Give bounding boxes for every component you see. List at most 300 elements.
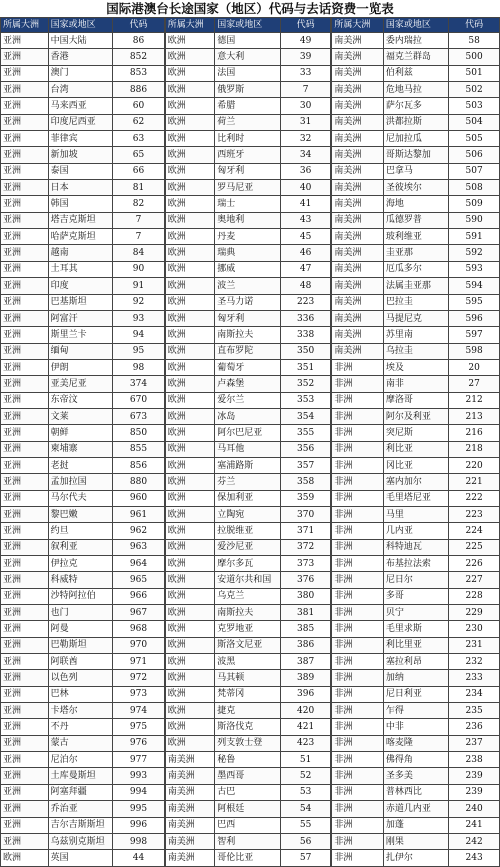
- table-row: [165, 703, 331, 719]
- table-row: [1, 408, 165, 424]
- table-row: [165, 784, 331, 800]
- table-row: [165, 833, 331, 849]
- continent-cell: 非洲: [332, 441, 384, 457]
- code-table-3: [331, 17, 500, 867]
- continent-cell: 南美洲: [332, 229, 384, 245]
- continent-cell: 南美洲: [332, 98, 384, 114]
- code-cell: 374: [113, 376, 164, 392]
- continent-cell: 欧洲: [165, 474, 215, 490]
- continent-cell: 南美洲: [165, 801, 215, 817]
- continent-cell: 欧洲: [165, 65, 215, 81]
- header-continent: 所属大洲: [165, 18, 215, 33]
- country-cell: 摩洛哥: [383, 392, 448, 408]
- table-row: [332, 833, 500, 849]
- continent-cell: 欧洲: [165, 539, 215, 555]
- table-row: [1, 229, 165, 245]
- continent-cell: 非洲: [332, 425, 384, 441]
- table-row: [1, 605, 165, 621]
- continent-cell: 亚洲: [1, 82, 49, 98]
- continent-cell: 南美洲: [165, 817, 215, 833]
- code-cell: 961: [113, 506, 164, 522]
- code-cell: 370: [280, 506, 331, 522]
- code-cell: 886: [113, 82, 164, 98]
- continent-cell: 欧洲: [165, 33, 215, 49]
- country-cell: 印度尼西亚: [48, 114, 113, 130]
- table-row: [165, 670, 331, 686]
- country-cell: 阿富汗: [48, 310, 113, 326]
- code-cell: 960: [113, 490, 164, 506]
- country-cell: 直布罗陀: [215, 343, 281, 359]
- continent-cell: 欧洲: [165, 637, 215, 653]
- country-cell: 哥斯达黎加: [383, 147, 448, 163]
- continent-cell: 亚洲: [1, 294, 49, 310]
- code-cell: 995: [113, 801, 164, 817]
- code-cell: 49: [280, 33, 331, 49]
- table-row: [165, 98, 331, 114]
- table-row: [1, 180, 165, 196]
- code-cell: 381: [280, 605, 331, 621]
- table-row: [165, 131, 331, 147]
- table-row: [165, 588, 331, 604]
- continent-cell: 非洲: [332, 637, 384, 653]
- country-cell: 文莱: [48, 408, 113, 424]
- table-row: [332, 212, 500, 228]
- table-row: [165, 719, 331, 735]
- code-cell: 594: [449, 278, 500, 294]
- country-cell: 马尔代夫: [48, 490, 113, 506]
- code-cell: 962: [113, 523, 164, 539]
- country-cell: 秘鲁: [215, 752, 281, 768]
- code-cell: 385: [280, 621, 331, 637]
- country-cell: 阿尔巴尼亚: [215, 425, 281, 441]
- country-cell: 卢森堡: [215, 376, 281, 392]
- country-cell: 安道尔共和国: [215, 572, 281, 588]
- code-cell: 996: [113, 817, 164, 833]
- code-cell: 238: [449, 752, 500, 768]
- code-cell: 234: [449, 686, 500, 702]
- continent-cell: 南美洲: [332, 343, 384, 359]
- header-country: 国家或地区: [383, 18, 448, 33]
- continent-cell: 非洲: [332, 359, 384, 375]
- table-row: [332, 229, 500, 245]
- code-cell: 967: [113, 605, 164, 621]
- continent-cell: 南美洲: [332, 327, 384, 343]
- code-cell: 503: [449, 98, 500, 114]
- code-cell: 968: [113, 621, 164, 637]
- country-cell: 奥地利: [215, 212, 281, 228]
- country-cell: 斯洛文尼亚: [215, 637, 281, 653]
- table-row: [1, 441, 165, 457]
- country-cell: 波兰: [215, 278, 281, 294]
- code-cell: 233: [449, 670, 500, 686]
- continent-cell: 亚洲: [1, 752, 49, 768]
- continent-cell: 南美洲: [332, 147, 384, 163]
- code-cell: 508: [449, 180, 500, 196]
- code-cell: 94: [113, 327, 164, 343]
- country-cell: 佛得角: [383, 752, 448, 768]
- continent-cell: 非洲: [332, 523, 384, 539]
- code-cell: 82: [113, 196, 164, 212]
- code-cell: 591: [449, 229, 500, 245]
- table-row: [165, 506, 331, 522]
- table-row: [332, 605, 500, 621]
- code-cell: 420: [280, 703, 331, 719]
- table-row: [1, 637, 165, 653]
- code-cell: 91: [113, 278, 164, 294]
- code-cell: 356: [280, 441, 331, 457]
- table-row: [1, 359, 165, 375]
- table-row: [332, 784, 500, 800]
- table-row: [1, 752, 165, 768]
- country-cell: 梵蒂冈: [215, 686, 281, 702]
- country-cell: 捷克: [215, 703, 281, 719]
- continent-cell: 非洲: [332, 539, 384, 555]
- country-cell: 荷兰: [215, 114, 281, 130]
- continent-cell: 亚洲: [1, 131, 49, 147]
- table-row: [1, 196, 165, 212]
- continent-cell: 亚洲: [1, 98, 49, 114]
- table-row: [1, 588, 165, 604]
- country-cell: 保加利亚: [215, 490, 281, 506]
- table-row: [165, 408, 331, 424]
- table-row: [332, 703, 500, 719]
- code-table-1: [0, 17, 165, 867]
- continent-cell: 欧洲: [165, 719, 215, 735]
- table-row: [332, 131, 500, 147]
- table-row: [1, 376, 165, 392]
- continent-cell: 亚洲: [1, 719, 49, 735]
- country-cell: 加纳: [383, 670, 448, 686]
- table-row: [165, 245, 331, 261]
- continent-cell: 欧洲: [165, 98, 215, 114]
- continent-cell: 亚洲: [1, 327, 49, 343]
- continent-cell: 欧洲: [165, 621, 215, 637]
- code-cell: 27: [449, 376, 500, 392]
- country-cell: 摩尔多瓦: [215, 556, 281, 572]
- country-cell: 利比亚: [383, 441, 448, 457]
- code-cell: 213: [449, 408, 500, 424]
- table-row: [165, 310, 331, 326]
- table-row: [332, 408, 500, 424]
- code-cell: 505: [449, 131, 500, 147]
- continent-cell: 欧洲: [165, 114, 215, 130]
- continent-cell: 欧洲: [165, 572, 215, 588]
- table-row: [165, 621, 331, 637]
- country-cell: 萨尔瓦多: [383, 98, 448, 114]
- code-cell: 507: [449, 163, 500, 179]
- code-cell: 92: [113, 294, 164, 310]
- table-row: [165, 686, 331, 702]
- table-row: [332, 278, 500, 294]
- continent-cell: 亚洲: [1, 245, 49, 261]
- header-code: 代码: [449, 18, 500, 33]
- continent-cell: 亚洲: [1, 441, 49, 457]
- country-cell: 乌拉圭: [383, 343, 448, 359]
- table-row: [332, 33, 500, 49]
- table-row: [332, 654, 500, 670]
- country-cell: 马里: [383, 506, 448, 522]
- country-cell: 伯利兹: [383, 65, 448, 81]
- code-cell: 853: [113, 65, 164, 81]
- continent-cell: 欧洲: [165, 261, 215, 277]
- table-row: [1, 457, 165, 473]
- table-row: [165, 817, 331, 833]
- table-row: [332, 425, 500, 441]
- country-cell: 约旦: [48, 523, 113, 539]
- code-cell: 47: [280, 261, 331, 277]
- code-cell: 376: [280, 572, 331, 588]
- table-row: [165, 229, 331, 245]
- country-cell: 爱尔兰: [215, 392, 281, 408]
- table-row: [1, 33, 165, 49]
- table-row: [332, 163, 500, 179]
- table-row: [1, 294, 165, 310]
- table-row: [1, 539, 165, 555]
- continent-cell: 亚洲: [1, 474, 49, 490]
- code-cell: 596: [449, 310, 500, 326]
- continent-cell: 欧洲: [165, 245, 215, 261]
- country-cell: 波黑: [215, 654, 281, 670]
- country-cell: 巴西: [215, 817, 281, 833]
- country-cell: 南斯拉夫: [215, 327, 281, 343]
- country-cell: 拉脱维亚: [215, 523, 281, 539]
- country-cell: 也门: [48, 605, 113, 621]
- code-cell: 65: [113, 147, 164, 163]
- table-row: [332, 817, 500, 833]
- table-row: [332, 735, 500, 751]
- country-cell: 台湾: [48, 82, 113, 98]
- code-cell: 504: [449, 114, 500, 130]
- country-cell: 立陶宛: [215, 506, 281, 522]
- continent-cell: 亚洲: [1, 556, 49, 572]
- country-cell: 泰国: [48, 163, 113, 179]
- code-cell: 31: [280, 114, 331, 130]
- country-cell: 黎巴嫩: [48, 506, 113, 522]
- code-cell: 241: [449, 817, 500, 833]
- country-cell: 沙特阿拉伯: [48, 588, 113, 604]
- continent-cell: 非洲: [332, 686, 384, 702]
- table-row: [332, 752, 500, 768]
- table-row: [332, 506, 500, 522]
- code-cell: 48: [280, 278, 331, 294]
- table-row: [1, 212, 165, 228]
- code-cell: 965: [113, 572, 164, 588]
- continent-cell: 非洲: [332, 850, 384, 866]
- table-row: [332, 49, 500, 65]
- code-cell: 228: [449, 588, 500, 604]
- code-cell: 52: [280, 768, 331, 784]
- country-cell: 斯里兰卡: [48, 327, 113, 343]
- country-cell: 福克兰群岛: [383, 49, 448, 65]
- country-cell: 巴拿马: [383, 163, 448, 179]
- table-row: [332, 114, 500, 130]
- country-cell: 尼加拉瓜: [383, 131, 448, 147]
- code-cell: 223: [280, 294, 331, 310]
- country-cell: 毛里塔尼亚: [383, 490, 448, 506]
- code-cell: 355: [280, 425, 331, 441]
- continent-cell: 亚洲: [1, 784, 49, 800]
- country-cell: 乌兹别克斯坦: [48, 833, 113, 849]
- code-cell: 350: [280, 343, 331, 359]
- code-cell: 977: [113, 752, 164, 768]
- code-cell: 670: [113, 392, 164, 408]
- continent-cell: 非洲: [332, 474, 384, 490]
- country-cell: 苏里南: [383, 327, 448, 343]
- country-cell: 哥伦比亚: [215, 850, 281, 866]
- header-continent: 所属大洲: [1, 18, 49, 33]
- country-cell: 缅甸: [48, 343, 113, 359]
- continent-cell: 欧洲: [165, 408, 215, 424]
- continent-cell: 欧洲: [165, 163, 215, 179]
- code-cell: 46: [280, 245, 331, 261]
- code-cell: 595: [449, 294, 500, 310]
- continent-cell: 欧洲: [165, 180, 215, 196]
- continent-cell: 欧洲: [165, 735, 215, 751]
- code-cell: 231: [449, 637, 500, 653]
- continent-cell: 非洲: [332, 621, 384, 637]
- table-row: [332, 196, 500, 212]
- code-cell: 972: [113, 670, 164, 686]
- code-cell: 81: [113, 180, 164, 196]
- code-cell: 95: [113, 343, 164, 359]
- country-cell: 老挝: [48, 457, 113, 473]
- table-row: [1, 278, 165, 294]
- code-cell: 55: [280, 817, 331, 833]
- table-row: [332, 294, 500, 310]
- table-row: [332, 392, 500, 408]
- table-row: [165, 457, 331, 473]
- code-cell: 53: [280, 784, 331, 800]
- country-cell: 中非: [383, 719, 448, 735]
- table-row: [332, 261, 500, 277]
- country-cell: 爱沙尼亚: [215, 539, 281, 555]
- code-cell: 423: [280, 735, 331, 751]
- table-row: [165, 572, 331, 588]
- country-cell: 尼日尔: [383, 572, 448, 588]
- code-cell: 7: [280, 82, 331, 98]
- country-cell: 塞内加尔: [383, 474, 448, 490]
- table-row: [332, 621, 500, 637]
- continent-cell: 南美洲: [332, 131, 384, 147]
- country-cell: 科特迪瓦: [383, 539, 448, 555]
- code-cell: 222: [449, 490, 500, 506]
- table-row: [332, 376, 500, 392]
- continent-cell: 非洲: [332, 719, 384, 735]
- country-cell: 菲律宾: [48, 131, 113, 147]
- table-row: [165, 801, 331, 817]
- code-cell: 39: [280, 49, 331, 65]
- code-cell: 237: [449, 735, 500, 751]
- code-cell: 970: [113, 637, 164, 653]
- table-header-row: [165, 18, 331, 33]
- country-cell: 匈牙利: [215, 163, 281, 179]
- code-cell: 502: [449, 82, 500, 98]
- continent-cell: 南美洲: [332, 245, 384, 261]
- table-row: [165, 278, 331, 294]
- continent-cell: 亚洲: [1, 376, 49, 392]
- code-cell: 223: [449, 506, 500, 522]
- table-row: [165, 752, 331, 768]
- country-cell: 香港: [48, 49, 113, 65]
- country-cell: 洪都拉斯: [383, 114, 448, 130]
- country-cell: 乔治亚: [48, 801, 113, 817]
- continent-cell: 欧洲: [165, 588, 215, 604]
- code-cell: 62: [113, 114, 164, 130]
- continent-cell: 欧洲: [165, 392, 215, 408]
- code-cell: 590: [449, 212, 500, 228]
- code-cell: 236: [449, 719, 500, 735]
- table-row: [332, 147, 500, 163]
- continent-cell: 欧洲: [165, 686, 215, 702]
- table-row: [1, 65, 165, 81]
- country-cell: 危地马拉: [383, 82, 448, 98]
- table-row: [1, 833, 165, 849]
- continent-cell: 非洲: [332, 556, 384, 572]
- code-cell: 964: [113, 556, 164, 572]
- country-cell: 巴林: [48, 686, 113, 702]
- code-cell: 220: [449, 457, 500, 473]
- continent-cell: 欧洲: [165, 310, 215, 326]
- code-cell: 373: [280, 556, 331, 572]
- country-cell: 利比里亚: [383, 637, 448, 653]
- table-row: [332, 850, 500, 866]
- table-row: [165, 441, 331, 457]
- code-cell: 226: [449, 556, 500, 572]
- table-row: [1, 98, 165, 114]
- country-cell: 列支敦士登: [215, 735, 281, 751]
- country-cell: 不丹: [48, 719, 113, 735]
- table-row: [1, 850, 165, 866]
- header-country: 国家或地区: [48, 18, 113, 33]
- country-cell: 新加坡: [48, 147, 113, 163]
- continent-cell: 非洲: [332, 768, 384, 784]
- code-cell: 7: [113, 229, 164, 245]
- table-row: [165, 147, 331, 163]
- country-cell: 吉尔吉斯斯坦: [48, 817, 113, 833]
- country-cell: 俄罗斯: [215, 82, 281, 98]
- code-cell: 850: [113, 425, 164, 441]
- code-cell: 218: [449, 441, 500, 457]
- table-row: [165, 33, 331, 49]
- code-cell: 57: [280, 850, 331, 866]
- continent-cell: 南美洲: [332, 212, 384, 228]
- table-row: [165, 425, 331, 441]
- continent-cell: 亚洲: [1, 621, 49, 637]
- continent-cell: 非洲: [332, 752, 384, 768]
- code-cell: 34: [280, 147, 331, 163]
- table-row: [1, 572, 165, 588]
- continent-cell: 南美洲: [165, 768, 215, 784]
- continent-cell: 南美洲: [332, 294, 384, 310]
- code-cell: 212: [449, 392, 500, 408]
- table-row: [1, 817, 165, 833]
- country-cell: 瑞典: [215, 245, 281, 261]
- table-row: [1, 654, 165, 670]
- table-row: [165, 294, 331, 310]
- continent-cell: 欧洲: [165, 490, 215, 506]
- continent-cell: 南美洲: [165, 784, 215, 800]
- table-row: [332, 474, 500, 490]
- country-cell: 意大利: [215, 49, 281, 65]
- table-row: [332, 539, 500, 555]
- table-row: [165, 212, 331, 228]
- country-cell: 阿联酋: [48, 654, 113, 670]
- country-cell: 几内亚: [383, 523, 448, 539]
- continent-cell: 欧洲: [165, 670, 215, 686]
- table-row: [1, 735, 165, 751]
- table-row: [1, 425, 165, 441]
- table-row: [165, 114, 331, 130]
